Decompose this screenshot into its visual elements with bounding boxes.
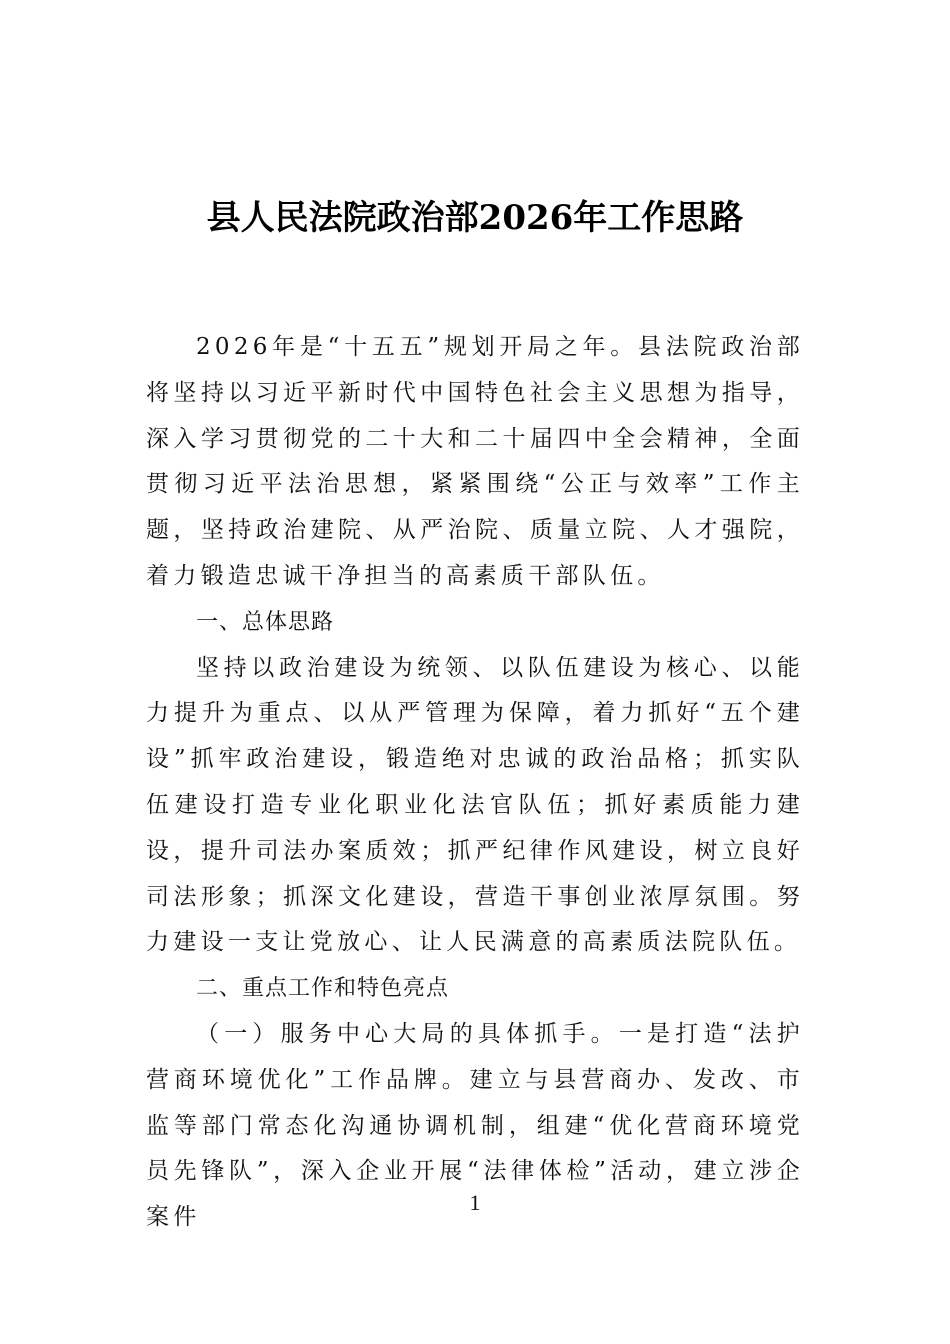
intro-paragraph: 2026年是“十五五”规划开局之年。县法院政治部将坚持以习近平新时代中国特色社会主义思想为指导，深入学习贯彻党的二十大和二十届四中全会精神，全面贯彻习近平法治思想，紧紧围绕“公正与效率”工作主题，坚持政治建院、从严治院、质量立院、人才强院，着力锻造忠诚干净担当的高素质干部队伍。: [146, 334, 804, 589]
section-heading-key-work: 二、重点工作和特色亮点: [196, 976, 450, 1002]
document-body: [146, 325, 804, 1241]
key-work-paragraph: （一）服务中心大局的具体抓手。一是打造“法护营商环境优化”工作品牌。建立与县营商办、发改、市监等部门常态化沟通协调机制，组建“优化营商环境党员先锋队”，深入企业开展“法律体检”活动，建立涉企案件: [146, 1020, 804, 1231]
section-heading-overall: 一、总体思路: [196, 609, 335, 635]
document-title: 县人民法院政治部2026年工作思路: [206, 198, 744, 238]
page-number: 1: [469, 1190, 481, 1215]
overall-paragraph: 坚持以政治建设为统领、以队伍建设为核心、以能力提升为重点、以从严管理为保障，着力抓好“五个建设”抓牢政治建设，锻造绝对忠诚的政治品格；抓实队伍建设打造专业化职业化法官队伍；抓好素质能力建设，提升司法办案质效；抓严纪律作风建设，树立良好司法形象；抓深文化建设，营造干事创业浓厚氛围。努力建设一支让党放心、让人民满意的高素质法院队伍。: [146, 654, 804, 956]
